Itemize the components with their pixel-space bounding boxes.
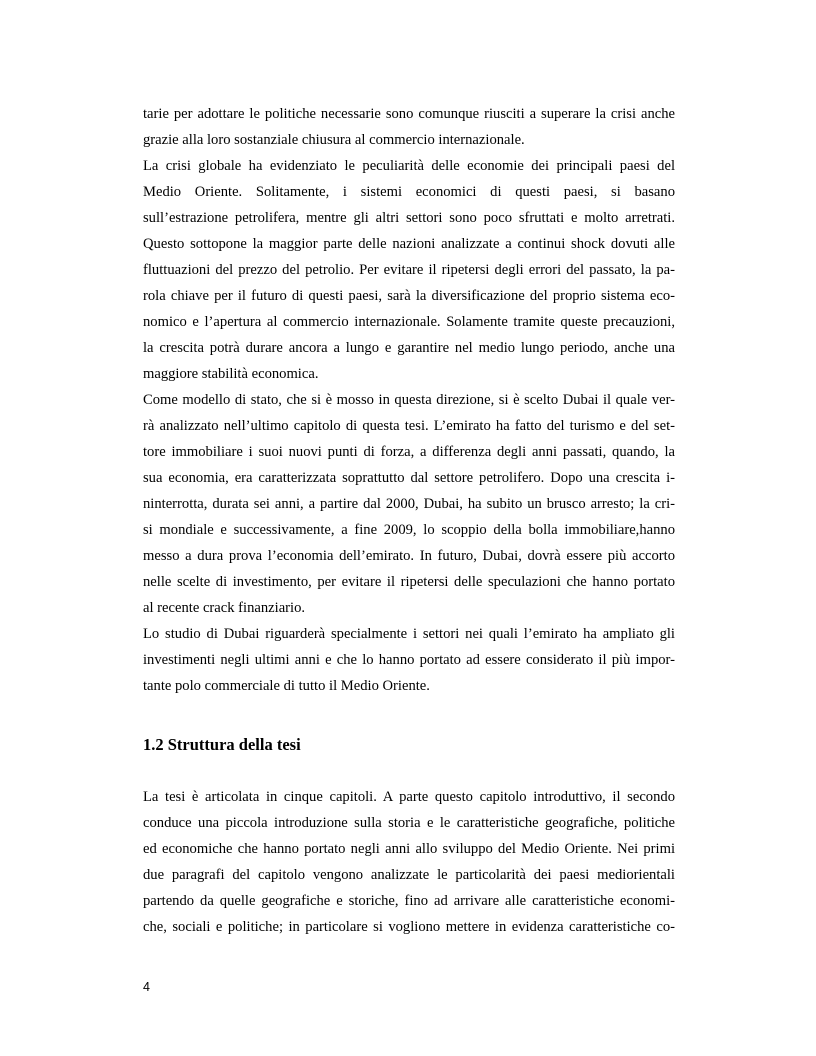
text-line: fluttuazioni del prezzo del petrolio. Per evitare il ripetersi degli errori del passato, la pa-	[143, 262, 675, 278]
section-heading: 1.2 Struttura della tesi	[143, 735, 301, 754]
text-line: sua economia, era caratterizzata soprattutto dal settore petrolifero. Dopo una crescita i-	[143, 470, 675, 486]
text-line: nelle scelte di investimento, per evitare il ripetersi delle speculazioni che hanno portato	[143, 574, 675, 590]
text-line: ninterrotta, durata sei anni, a partire dal 2000, Dubai, ha subito un brusco arresto; la cri-	[143, 496, 675, 512]
text-line: tante polo commerciale di tutto il Medio Oriente.	[143, 678, 430, 694]
text-line: tore immobiliare i suoi nuovi punti di forza, a differenza degli anni passati, quando, la	[143, 444, 675, 460]
text-line: Lo studio di Dubai riguarderà specialmente i settori nei quali l’emirato ha ampliato gli	[143, 626, 675, 642]
text-line: messo a dura prova l’economia dell’emirato. In futuro, Dubai, dovrà essere più accorto	[143, 548, 675, 564]
text-line: La tesi è articolata in cinque capitoli. A parte questo capitolo introduttivo, il secondo	[143, 789, 675, 805]
body-text-bottom	[143, 784, 675, 940]
text-line: due paragrafi del capitolo vengono analizzate le particolarità dei paesi mediorientali	[143, 867, 675, 883]
text-line: Medio Oriente. Solitamente, i sistemi economici di questi paesi, si basano	[143, 184, 675, 200]
text-line: Questo sottopone la maggior parte delle nazioni analizzate a continui shock dovuti alle	[143, 236, 675, 252]
text-line: si mondiale e successivamente, a fine 2009, lo scoppio della bolla immobiliare,hanno	[143, 522, 675, 538]
text-line: investimenti negli ultimi anni e che lo hanno portato ad essere considerato il più impor-	[143, 652, 675, 668]
text-line: al recente crack finanziario.	[143, 600, 306, 616]
text-line: La crisi globale ha evidenziato le peculiarità delle economie dei principali paesi del	[143, 158, 675, 174]
text-line: maggiore stabilità economica.	[143, 366, 319, 382]
text-line: ed economiche che hanno portato negli anni allo sviluppo del Medio Oriente. Nei primi	[143, 841, 675, 857]
text-line: partendo da quelle geografiche e storiche, fino ad arrivare alle caratteristiche economi-	[143, 893, 675, 909]
text-line: nomico e l’apertura al commercio internazionale. Solamente tramite queste precauzioni,	[143, 314, 675, 330]
text-line: sull’estrazione petrolifera, mentre gli altri settori sono poco sfruttati e molto arretrati.	[143, 210, 675, 226]
page-number: 4	[143, 980, 150, 994]
body-text-top	[143, 101, 675, 699]
text-line: Come modello di stato, che si è mosso in questa direzione, si è scelto Dubai il quale ver-	[143, 392, 675, 408]
text-line: che, sociali e politiche; in particolare si vogliono mettere in evidenza caratteristiche co-	[143, 919, 675, 935]
text-line: tarie per adottare le politiche necessarie sono comunque riusciti a superare la crisi anche	[143, 106, 675, 122]
text-line: la crescita potrà durare ancora a lungo e garantire nel medio lungo periodo, anche una	[143, 340, 675, 356]
text-line: grazie alla loro sostanziale chiusura al commercio internazionale.	[143, 132, 525, 148]
text-line: conduce una piccola introduzione sulla storia e le caratteristiche geografiche, politiche	[143, 815, 675, 831]
text-line: rola chiave per il futuro di questi paesi, sarà la diversificazione del proprio sistema eco-	[143, 288, 675, 304]
text-line: rà analizzato nell’ultimo capitolo di questa tesi. L’emirato ha fatto del turismo e del set-	[143, 418, 675, 434]
